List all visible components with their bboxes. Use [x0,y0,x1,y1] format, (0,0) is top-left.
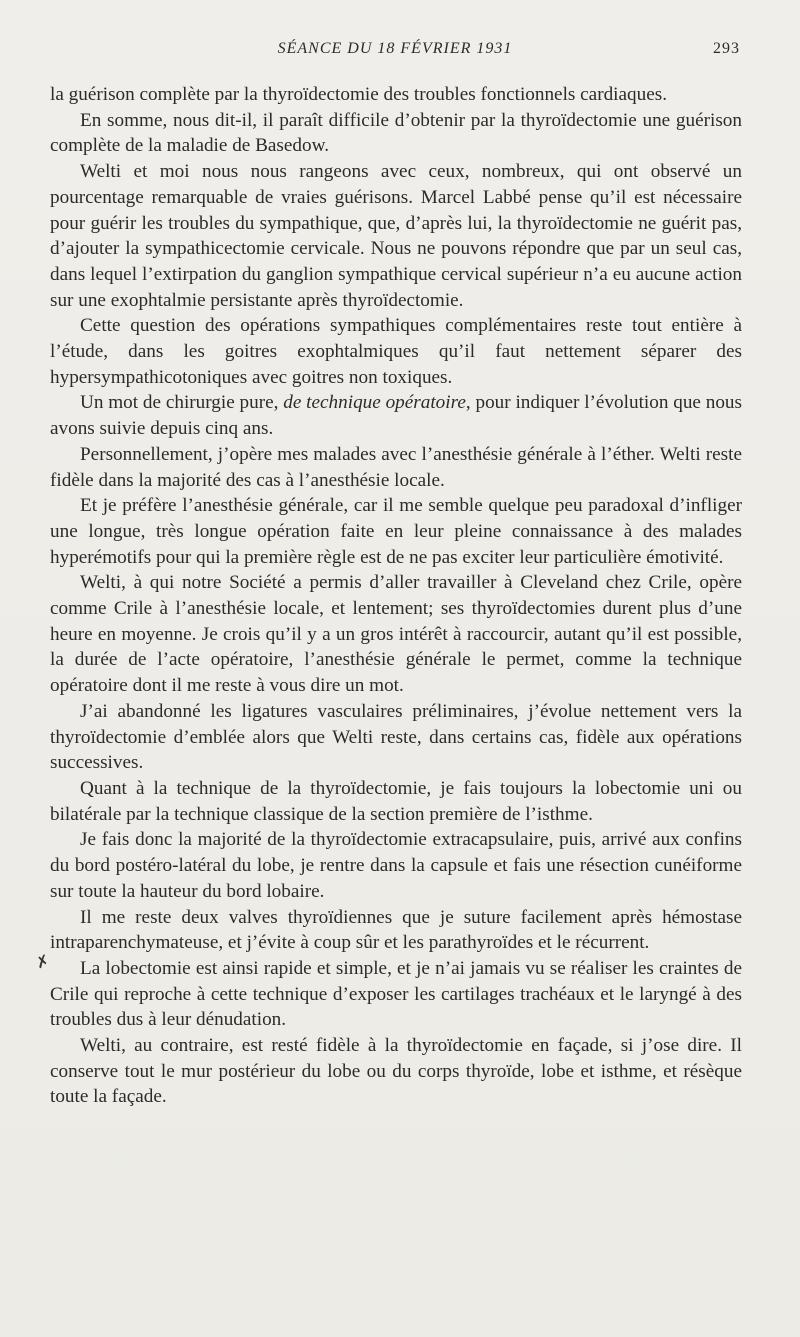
paragraph: En somme, nous dit-il, il paraît difficile d’obtenir par la thyroïdectomie une guérison complète de la maladie de Basedow. [50,109,742,157]
running-title: SÉANCE DU 18 FÉVRIER 1931 [277,40,513,57]
body-text [50,82,742,1110]
paragraph: J’ai abandonné les ligatures vasculaires préliminaires, j’évolue nettement vers la thyroïdectomie d’emblée alors que Welti reste, dans certains cas, fidèle aux opérations successives. [50,700,742,774]
paragraph: Welti, au contraire, est resté fidèle à la thyroïdectomie en façade, si j’ose dire. Il conserve tout le mur postérieur du lobe ou du corps thyroïde, lobe et isthme, et résèque toute la façade. [50,1035,742,1108]
text-run: , pour indiquer l’évolution que nous avons suivie depuis cinq ans. [50,392,742,440]
running-head [50,40,740,64]
paragraph [50,390,742,441]
paragraph: Quant à la technique de la thyroïdectomie, je fais toujours la lobectomie uni ou bilatérale par la technique classique de la section première de l’isthme. [50,777,742,825]
paragraph: La lobectomie est ainsi rapide et simple, et je n’ai jamais vu se réaliser les craintes de Crile qui reproche à cette technique d’exposer les cartilages trachéaux et le laryngé à des troubles dus à leur dénudation. [50,957,742,1031]
paragraph: Et je préfère l’anesthésie générale, car il me semble quelque peu paradoxal d’infliger une longue, très longue opération faite en leur pleine connaissance à des malades hyperémotifs pour qui la première règle est de ne pas exciter leur particulière émotivité. [50,495,742,568]
page-number: 293 [713,40,740,57]
paragraph: Je fais donc la majorité de la thyroïdectomie extracapsulaire, puis, arrivé aux confins du bord postéro-latéral du lobe, je rentre dans la capsule et fais une résection cunéiforme sur toute la hauteur du bord lobaire. [50,829,742,902]
marginal-mark-icon: ✗ [33,952,53,973]
paragraph: la guérison complète par la thyroïdectomie des troubles fonctionnels cardiaques. [50,84,667,105]
paragraph: Welti, à qui notre Société a permis d’aller travailler à Cleveland chez Crile, opère comme Crile à l’anesthésie locale, et lentement; ses thyroïdectomies durent plus d’une heure en moyenne. Je crois qu’il y a un gros intérêt à raccourcir, autant qu’il est possible, la durée de l’acte opératoire, l’anesthésie générale le permet, comme la technique opératoire dont il me reste à vous dire un mot. [50,572,742,697]
text-run: Un mot de chirurgie pure, [80,392,284,414]
paragraph: Welti et moi nous nous rangeons avec ceux, nombreux, qui ont observé un pourcentage remarquable de vraies guérisons. Marcel Labbé pense qu’il est nécessaire pour guérir les troubles du sympathique, que, d’après lui, la thyroïdectomie ne guérit pas, d’ajouter la sympathicectomie cervicale. Nous ne pouvons répondre que par un seul cas, dans lequel l’extirpation du ganglion sympathique cervical supérieur n’a eu aucune action sur une exophtalmie persistante après thyroïdectomie. [50,161,742,311]
italic-phrase: de technique opératoire [283,392,466,414]
paragraph: Cette question des opérations sympathiques complémentaires reste tout entière à l’étude, dans les goitres exophtalmiques qu’il faut nettement séparer des hypersympathicotoniques avec goitres non toxiques. [50,315,742,388]
paragraph: Il me reste deux valves thyroïdiennes que je suture facilement après hémostase intraparenchymateuse, et j’évite à coup sûr et les parathyroïdes et le récurrent. [50,906,742,954]
paragraph: Personnellement, j’opère mes malades avec l’anesthésie générale à l’éther. Welti reste fidèle dans la majorité des cas à l’anesthésie locale. [50,443,742,491]
